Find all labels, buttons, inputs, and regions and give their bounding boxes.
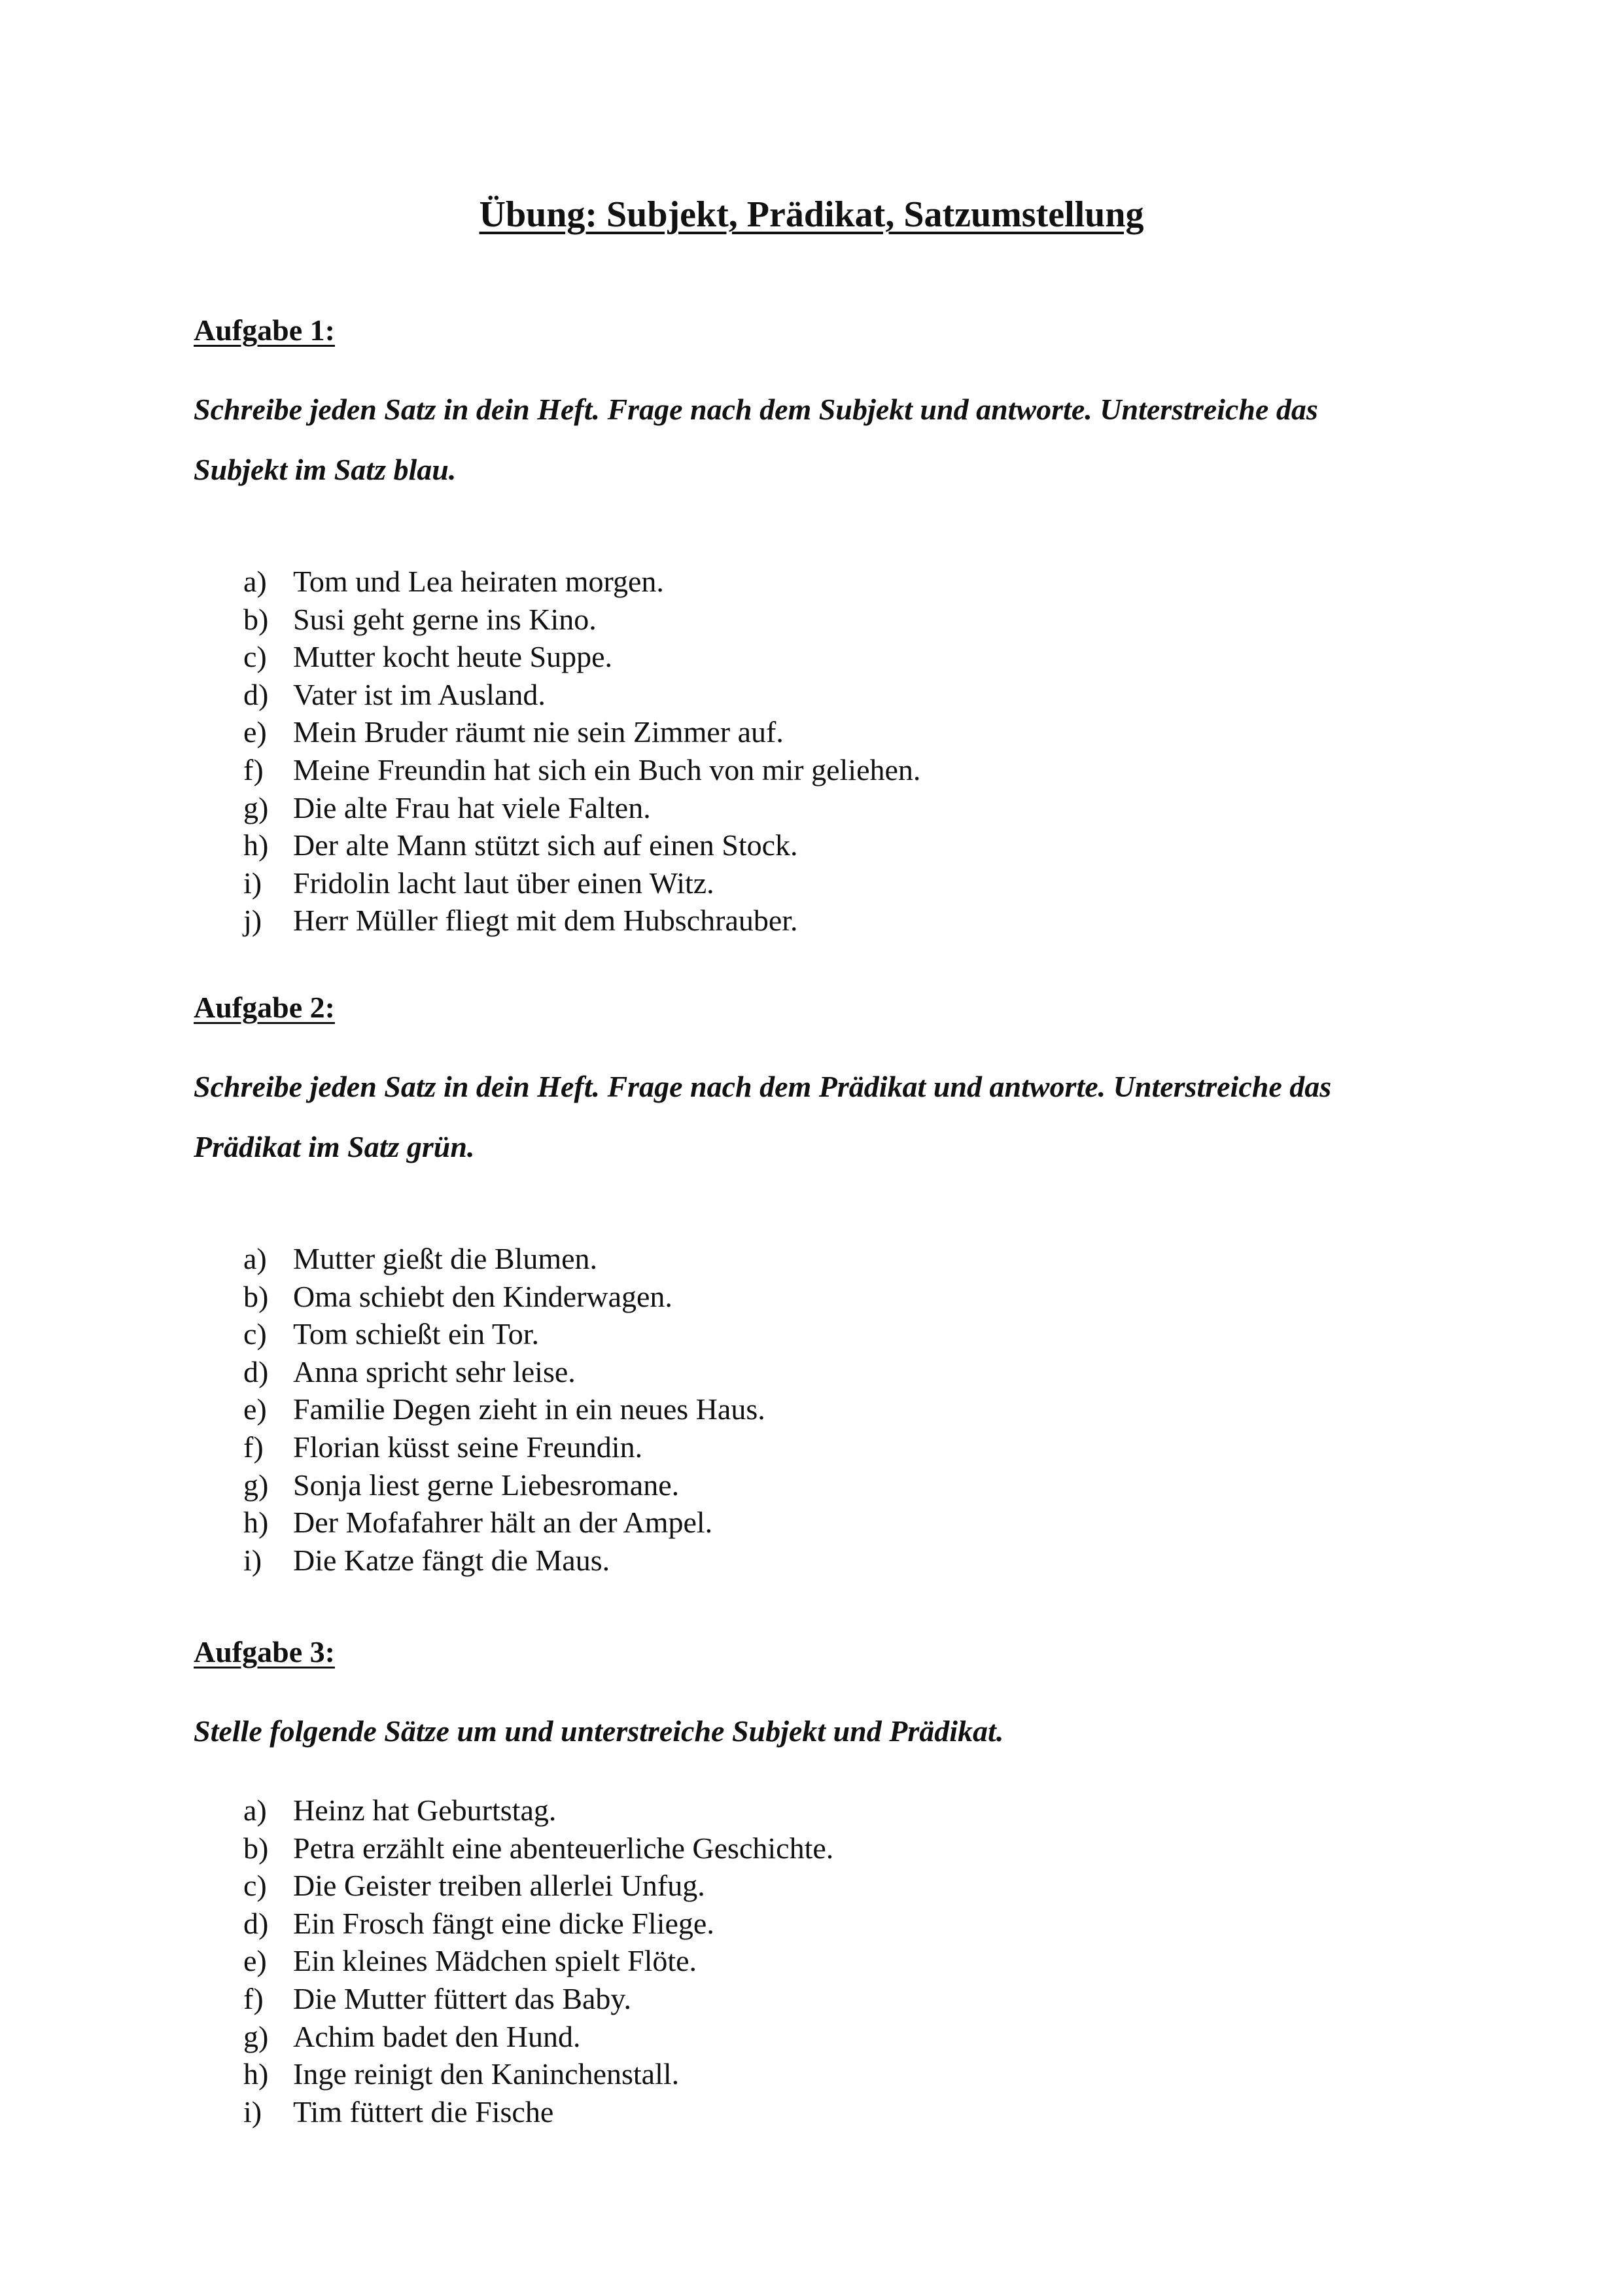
item-text: Petra erzählt eine abenteuerliche Geschichte. [293,1831,834,1865]
item-marker: f) [243,752,264,786]
list-item [194,1829,1469,1867]
item-text: Die Katze fängt die Maus. [293,1543,610,1577]
item-text: Meine Freundin hat sich ein Buch von mir geliehen. [293,752,921,786]
item-marker: e) [243,715,267,749]
list-item [194,2018,1469,2056]
list-item [194,1353,1469,1391]
item-text: Ein Frosch fängt eine dicke Fliege. [293,1906,714,1940]
item-marker: j) [243,904,262,938]
item-marker: d) [243,677,269,711]
item-marker: g) [243,1468,269,1502]
item-text: Ein kleines Mädchen spielt Flöte. [293,1944,697,1978]
item-text: Mutter kocht heute Suppe. [293,640,613,674]
task-2-instruction-line-2: Prädikat im Satz grün. [194,1130,475,1163]
task-2-sentence-list [194,1240,1469,1579]
list-item [194,1867,1469,1905]
task-1-instruction-line-2: Subjekt im Satz blau. [194,453,457,486]
list-item [194,1240,1469,1278]
list-item [194,713,1469,751]
list-item [194,1278,1469,1316]
page-title: Übung: Subjekt, Prädikat, Satzumstellung [479,194,1144,235]
task-3 [194,1629,1469,2130]
item-text: Heinz hat Geburtstag. [293,1793,557,1827]
item-text: Fridolin lacht laut über einen Witz. [293,866,714,900]
list-item [194,1980,1469,2018]
item-text: Familie Degen zieht in ein neues Haus. [293,1392,765,1426]
item-marker: c) [243,640,267,674]
task-1 [194,308,1469,940]
item-text: Oma schiebt den Kinderwagen. [293,1279,672,1313]
list-item [194,2055,1469,2093]
item-text: Der Mofafahrer hält an der Ampel. [293,1506,713,1540]
item-text: Mutter gießt die Blumen. [293,1242,598,1275]
item-marker: f) [243,1981,264,2015]
task-2-instruction-line-1: Schreibe jeden Satz in dein Heft. Frage nach dem Prädikat und antworte. Unterstreiche das [194,1070,1332,1103]
item-marker: c) [243,1869,267,1903]
list-item [194,1504,1469,1542]
list-item [194,1905,1469,1943]
list-item [194,751,1469,789]
list-item [194,676,1469,714]
task-1-instruction-line-1: Schreibe jeden Satz in dein Heft. Frage nach dem Subjekt und antworte. Unterstreiche das [194,393,1318,426]
list-item [194,1466,1469,1504]
item-marker: i) [243,2094,262,2128]
list-item [194,864,1469,902]
item-text: Achim badet den Hund. [293,2019,581,2053]
item-text: Susi geht gerne ins Kino. [293,602,597,636]
item-marker: f) [243,1430,264,1464]
item-text: Der alte Mann stützt sich auf einen Stock. [293,828,798,862]
item-marker: a) [243,1793,267,1827]
item-text: Tom schießt ein Tor. [293,1317,539,1351]
item-text: Vater ist im Ausland. [293,677,546,711]
task-1-instruction [194,380,1469,500]
item-marker: a) [243,565,267,598]
item-marker: a) [243,1242,267,1275]
item-text: Sonja liest gerne Liebesromane. [293,1468,680,1502]
item-text: Inge reinigt den Kaninchenstall. [293,2057,680,2091]
item-text: Die Mutter füttert das Baby. [293,1981,631,2015]
list-item [194,1315,1469,1353]
item-marker: h) [243,1506,269,1540]
item-marker: d) [243,1906,269,1940]
list-item [194,1390,1469,1428]
item-marker: i) [243,866,262,900]
item-marker: b) [243,1831,269,1865]
list-item [194,826,1469,864]
item-marker: e) [243,1392,267,1426]
item-marker: b) [243,1279,269,1313]
list-item [194,638,1469,676]
item-text: Die Geister treiben allerlei Unfug. [293,1869,705,1903]
item-text: Tim füttert die Fische [293,2094,554,2128]
item-text: Die alte Frau hat viele Falten. [293,790,651,824]
list-item [194,601,1469,639]
item-marker: d) [243,1354,269,1388]
item-marker: e) [243,1944,267,1978]
item-marker: h) [243,2057,269,2091]
task-1-heading: Aufgabe 1: [194,313,335,347]
list-item [194,563,1469,601]
item-text: Florian küsst seine Freundin. [293,1430,643,1464]
item-marker: c) [243,1317,267,1351]
item-text: Tom und Lea heiraten morgen. [293,565,664,598]
item-text: Mein Bruder räumt nie sein Zimmer auf. [293,715,784,749]
item-marker: g) [243,2019,269,2053]
item-marker: i) [243,1543,262,1577]
item-text: Anna spricht sehr leise. [293,1354,576,1388]
task-3-instruction [194,1701,1469,1761]
list-item [194,2093,1469,2131]
task-3-sentence-list [194,1792,1469,2130]
task-2-heading: Aufgabe 2: [194,991,335,1024]
list-item [194,1542,1469,1580]
task-2-instruction [194,1057,1469,1177]
task-1-sentence-list [194,563,1469,940]
list-item [194,789,1469,827]
task-2 [194,985,1469,1579]
list-item [194,1428,1469,1466]
item-marker: b) [243,602,269,636]
list-item [194,1792,1469,1829]
task-3-instruction-line-1: Stelle folgende Sätze um und unterstreiche Subjekt und Prädikat. [194,1714,1004,1748]
item-text: Herr Müller fliegt mit dem Hubschrauber. [293,904,798,938]
item-marker: h) [243,828,269,862]
list-item [194,1942,1469,1980]
list-item [194,902,1469,940]
item-marker: g) [243,790,269,824]
task-3-heading: Aufgabe 3: [194,1635,335,1669]
